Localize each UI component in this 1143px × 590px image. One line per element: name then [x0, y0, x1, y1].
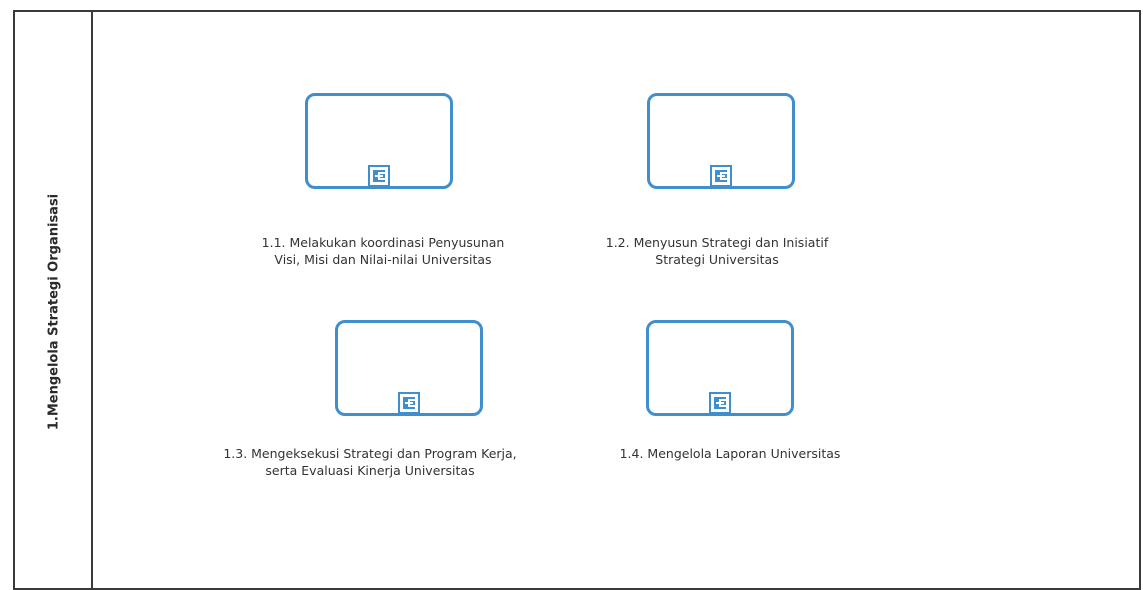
task-1-3-label-line2: serta Evaluasi Kinerja Universitas: [265, 463, 475, 478]
subprocess-plus-icon[interactable]: [398, 392, 420, 414]
task-1-4-label: [580, 445, 880, 462]
task-1-3-label: [190, 445, 550, 479]
task-1-1-label: [233, 234, 533, 268]
task-1-2-label: [572, 234, 862, 268]
task-1-1-label-line2: Visi, Misi dan Nilai-nilai Universitas: [274, 252, 492, 267]
task-1-1[interactable]: [305, 93, 453, 189]
plus-horizontal: [405, 402, 413, 404]
task-1-2[interactable]: [647, 93, 795, 189]
subprocess-plus-icon[interactable]: [368, 165, 390, 187]
task-1-2-label-line2: Strategi Universitas: [655, 252, 779, 267]
task-1-4[interactable]: [646, 320, 794, 416]
plus-horizontal: [716, 402, 724, 404]
subprocess-plus-icon[interactable]: [710, 165, 732, 187]
lane-title: 1.Mengelola Strategi Organisasi: [46, 193, 62, 431]
task-1-3[interactable]: [335, 320, 483, 416]
lane-header: [15, 12, 93, 588]
plus-horizontal: [375, 175, 383, 177]
task-1-4-label-line1: 1.4. Mengelola Laporan Universitas: [619, 446, 841, 461]
pool: [13, 10, 1141, 590]
subprocess-plus-icon[interactable]: [709, 392, 731, 414]
task-1-3-label-line1: 1.3. Mengeksekusi Strategi dan Program Kerja,: [223, 446, 517, 461]
task-1-1-label-line1: 1.1. Melakukan koordinasi Penyusunan: [261, 235, 505, 250]
plus-horizontal: [717, 175, 725, 177]
task-1-2-label-line1: 1.2. Menyusun Strategi dan Inisiatif: [605, 235, 829, 250]
